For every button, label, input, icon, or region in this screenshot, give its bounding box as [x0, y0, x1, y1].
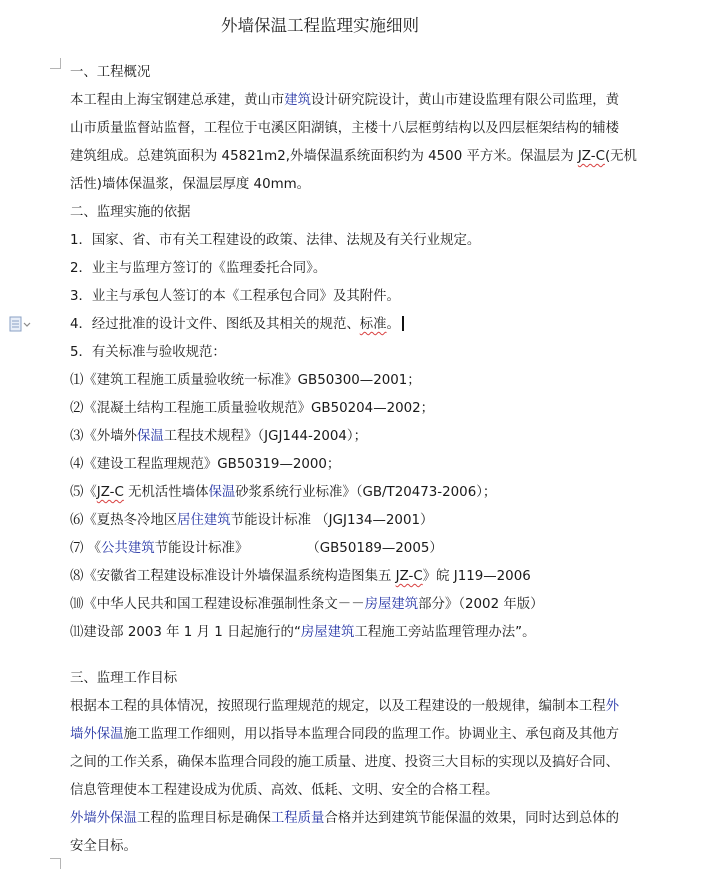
hyperlink-text[interactable]: 房屋建筑: [364, 597, 419, 612]
standard-item-4: ⑷《建设工程监理规范》GB50319—2000；: [70, 457, 341, 472]
hyperlink-text[interactable]: 建筑: [284, 93, 312, 108]
spellcheck-word: JZ-C: [395, 569, 423, 584]
standard-item-10: ⑽《中华人民共和国工程建设标准强制性条文－－房屋建筑部分》（2002 年版）: [70, 597, 544, 612]
hyperlink-text[interactable]: 外: [605, 699, 620, 714]
document-title: 外墙保温工程监理实施细则: [221, 16, 419, 35]
standard-item-1: ⑴《建筑工程施工质量验收统一标准》GB50300—2001；: [70, 373, 421, 388]
hyperlink-text[interactable]: 工程质量: [270, 811, 325, 826]
hyperlink-text[interactable]: 保温: [136, 429, 164, 444]
standard-item-8: ⑻《安徽省工程建设标准设计外墙保温系统构造图集五 JZ-C》皖 J119—2006: [70, 569, 531, 584]
goal-line-2: 墙外保温施工监理工作细则，用以指导本监理合同段的监理工作。协调业主、承包商及其他方: [70, 727, 620, 742]
overview-line-2: 山市质量监督站监督，工程位于屯溪区阳湖镇，主楼十八层框剪结构以及四层框架结构的辅楼: [70, 121, 620, 136]
overview-line-3: 建筑组成。总建筑面积为 45821m2,外墙保温系统面积约为 4500 平方米。保温层为 JZ-C(无机: [70, 149, 637, 164]
standard-item-6: ⑹《夏热冬冷地区居住建筑节能设计标准 （JGJ134—2001）: [70, 513, 434, 528]
hyperlink-text[interactable]: 外墙外保温: [70, 811, 137, 826]
section3-heading: 三、监理工作目标: [70, 671, 178, 686]
goal-line-6: 安全目标。: [70, 839, 137, 854]
basis-item-5: 5．有关标准与验收规范：: [70, 345, 226, 360]
overview-line-1: 本工程由上海宝钢建总承建，黄山市建筑设计研究院设计，黄山市建设监理有限公司监理，黄: [70, 93, 620, 108]
margin-corner-mark: [50, 858, 61, 869]
margin-corner-mark: [50, 58, 61, 69]
hyperlink-text[interactable]: 公共建筑: [101, 541, 155, 556]
text-cursor: [402, 316, 404, 331]
basis-item-3: 3．业主与承包人签订的本《工程承包合同》及其附件。: [70, 289, 400, 304]
standard-item-11: ⑾建设部 2003 年 1 月 1 日起施行的“房屋建筑工程施工旁站监理管理办法”。: [70, 625, 536, 640]
goal-line-1: 根据本工程的具体情况，按照现行监理规范的规定，以及工程建设的一般规律，编制本工程外: [70, 699, 620, 714]
goal-line-4: 信息管理使本工程建设成为优质、高效、低耗、文明、安全的合格工程。: [70, 783, 499, 798]
goal-line-3: 之间的工作关系，确保本监理合同段的施工质量、进度、投资三大目标的实现以及搞好合同、: [70, 755, 620, 770]
standard-item-5: ⑸《JZ-C 无机活性墙体保温砂浆系统行业标准》（GB/T20473-2006）；: [70, 485, 497, 500]
spellcheck-word: 标准: [359, 317, 387, 332]
goal-line-5: 外墙外保温工程的监理目标是确保工程质量合格并达到建筑节能保温的效果，同时达到总体的: [70, 811, 620, 826]
hyperlink-text[interactable]: 墙外保温: [70, 727, 124, 742]
section2-heading: 二、监理实施的依据: [70, 205, 191, 220]
standard-item-3: ⑶《外墙外保温工程技术规程》（JGJ144-2004）；: [70, 429, 367, 444]
section1-heading: 一、工程概况: [70, 65, 151, 80]
basis-item-1: 1．国家、省、市有关工程建设的政策、法律、法规及有关行业规定。: [70, 233, 481, 248]
hyperlink-text[interactable]: 房屋建筑: [300, 625, 355, 640]
paragraph-options-icon[interactable]: [8, 316, 32, 332]
basis-item-2: 2．业主与监理方签订的《监理委托合同》。: [70, 261, 327, 276]
spellcheck-word: JZ-C: [96, 485, 124, 500]
standard-item-7: ⑺ 《公共建筑节能设计标准》 （GB50189—2005）: [70, 541, 443, 556]
spellcheck-word: JZ-C: [577, 149, 605, 164]
hyperlink-text[interactable]: 保温: [208, 485, 236, 500]
standard-item-2: ⑵《混凝土结构工程施工质量验收规范》GB50204—2002；: [70, 401, 435, 416]
overview-line-4: 活性)墙体保温浆，保温层厚度 40mm。: [70, 177, 311, 192]
hyperlink-text[interactable]: 居住建筑: [177, 513, 231, 528]
basis-item-4[interactable]: 4．经过批准的设计文件、图纸及其相关的规范、标准。: [70, 315, 404, 335]
